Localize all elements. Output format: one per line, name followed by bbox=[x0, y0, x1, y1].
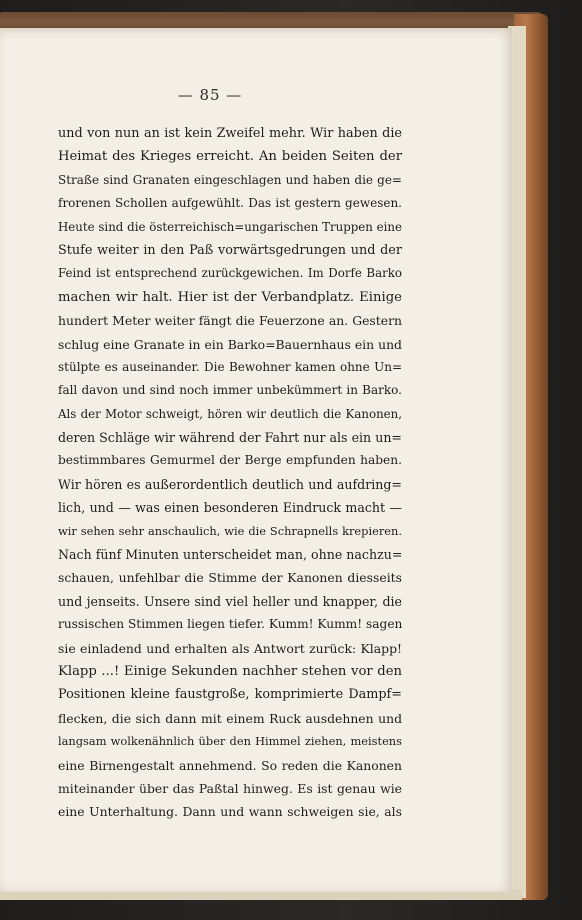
text-line: Stufe weiter in den Paß vorwärtsgedrungen und der bbox=[58, 242, 402, 258]
text-line: Heute sind die österreichisch=ungarischen Truppen eine bbox=[58, 219, 402, 234]
body-text bbox=[58, 122, 402, 824]
text-line: bestimmbares Gemurmel der Berge empfunden haben. bbox=[58, 453, 402, 468]
text-line: schauen, unfehlbar die Stimme der Kanonen diesseits bbox=[58, 570, 402, 586]
text-line: Feind ist entsprechend zurückgewichen. Im Dorfe Barko bbox=[58, 266, 402, 281]
text-line: schlug eine Granate in ein Barko=Bauernhaus ein und bbox=[58, 336, 402, 352]
text-line: langsam wolkenähnlich über den Himmel ziehen, meistens bbox=[58, 734, 402, 749]
text-line: Straße sind Granaten eingeschlagen und haben die ge= bbox=[58, 172, 402, 187]
text-line: frorenen Schollen aufgewühlt. Das ist gestern gewesen. bbox=[58, 196, 402, 211]
text-line: Als der Motor schweigt, hören wir deutlich die Kanonen, bbox=[58, 406, 402, 421]
text-line: Wir hören es außerordentlich deutlich und aufdring= bbox=[58, 476, 402, 492]
text-line: sie einladend und erhalten als Antwort zurück: Klapp! bbox=[58, 640, 402, 656]
text-line: russischen Stimmen liegen tiefer. Kumm! Kumm! sagen bbox=[58, 617, 403, 632]
text-line: und von nun an ist kein Zweifel mehr. Wir haben die bbox=[58, 126, 402, 141]
text-line: miteinander über das Paßtal hinweg. Es ist genau wie bbox=[58, 780, 402, 796]
text-line: flecken, die sich dann mit einem Ruck ausdehnen und bbox=[58, 710, 402, 726]
text-line: eine Unterhaltung. Dann und wann schweigen sie, als bbox=[58, 804, 402, 820]
book-page bbox=[0, 28, 512, 892]
text-line: und jenseits. Unsere sind viel heller und knapper, die bbox=[58, 593, 402, 609]
text-line: fall davon und sind noch immer unbekümmert in Barko. bbox=[58, 383, 402, 398]
text-line: machen wir halt. Hier ist der Verbandplatz. Einige bbox=[58, 289, 402, 305]
text-line: Klapp ...! Einige Sekunden nachher stehen vor den bbox=[58, 663, 402, 679]
text-line: lich, und — was einen besonderen Eindruck macht — bbox=[58, 500, 402, 516]
text-line: eine Birnengestalt annehmend. So reden die Kanonen bbox=[58, 757, 402, 773]
text-line: hundert Meter weiter fängt die Feuerzone an. Gestern bbox=[58, 313, 402, 329]
text-line: Nach fünf Minuten unterscheidet man, ohne nachzu= bbox=[58, 547, 403, 563]
text-line: deren Schläge wir während der Fahrt nur als ein un= bbox=[58, 430, 402, 446]
text-line: Positionen kleine faustgroße, komprimierte Dampf= bbox=[58, 687, 402, 703]
text-line: wir sehen sehr anschaulich, wie die Schrapnells krepieren. bbox=[58, 523, 402, 538]
text-line: stülpte es auseinander. Die Bewohner kamen ohne Un= bbox=[58, 359, 402, 374]
page-number: — 85 — bbox=[177, 86, 243, 104]
text-line: Heimat des Krieges erreicht. An beiden Seiten der bbox=[58, 149, 402, 165]
